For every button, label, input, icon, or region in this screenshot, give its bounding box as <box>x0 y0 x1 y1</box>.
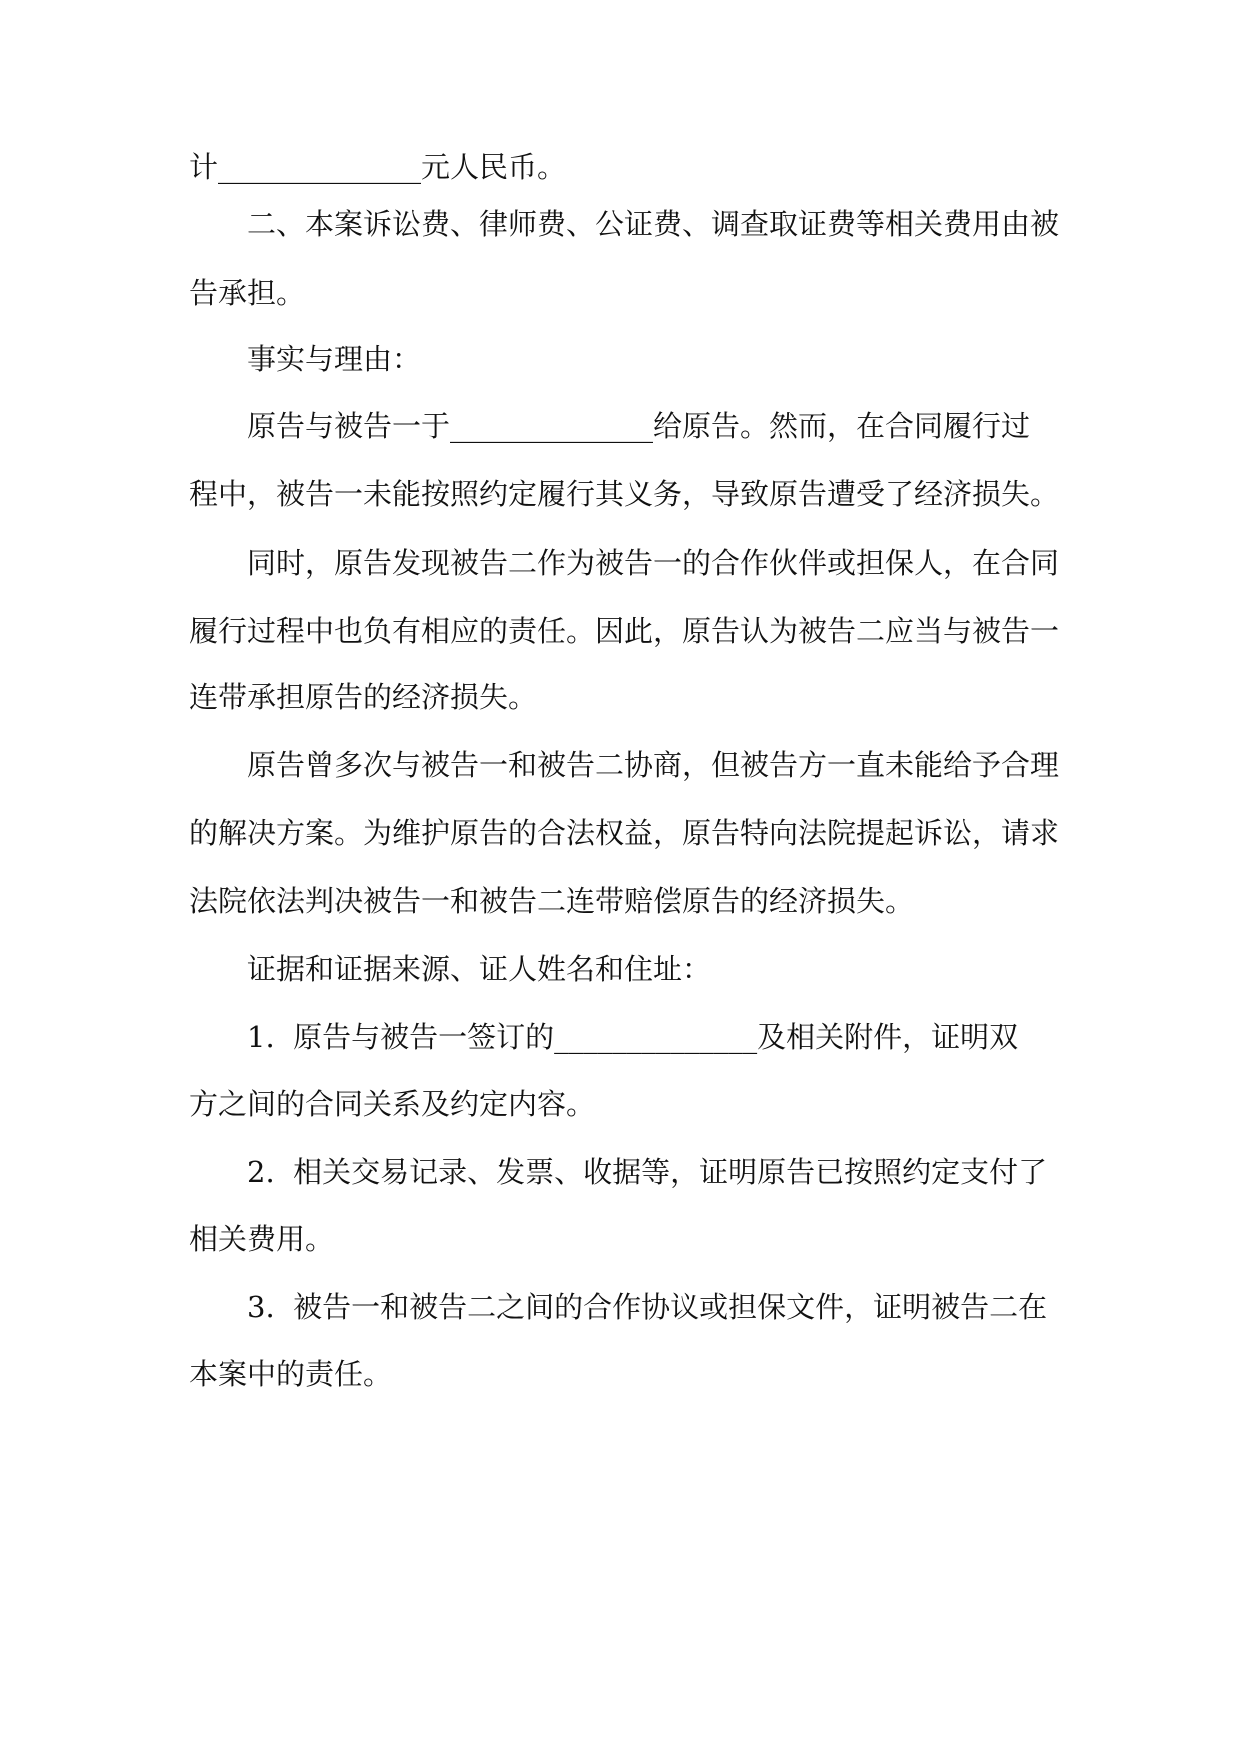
text-line: 原告曾多次与被告一和被告二协商，但被告方一直未能给予合理 <box>247 748 1060 782</box>
text-line: 证据和证据来源、证人姓名和住址： <box>247 952 712 986</box>
text-line: 2. 相关交易记录、发票、收据等，证明原告已按照约定支付了 <box>247 1155 1048 1189</box>
text-line: 程中，被告一未能按照约定履行其义务，导致原告遭受了经济损失。 <box>189 477 1060 511</box>
text-line: 事实与理由： <box>247 342 422 376</box>
text-line: 3. 被告一和被告二之间的合作协议或担保文件，证明被告二在 <box>247 1290 1048 1324</box>
text-line: 1. 原告与被告一签订的______________及相关附件，证明双 <box>247 1020 1019 1054</box>
text-line: 二、本案诉讼费、律师费、公证费、调查取证费等相关费用由被 <box>247 207 1060 241</box>
text-line: 本案中的责任。 <box>189 1357 393 1391</box>
text-line: 相关费用。 <box>189 1222 335 1256</box>
text-line: 法院依法判决被告一和被告二连带赔偿原告的经济损失。 <box>189 884 915 918</box>
text-line: 的解决方案。为维护原告的合法权益，原告特向法院提起诉讼，请求 <box>189 816 1060 850</box>
text-line: 方之间的合同关系及约定内容。 <box>189 1087 596 1121</box>
text-line: 告承担。 <box>189 276 306 310</box>
text-line: 履行过程中也负有相应的责任。因此，原告认为被告二应当与被告一 <box>189 614 1060 648</box>
text-line: 连带承担原告的经济损失。 <box>189 680 538 714</box>
text-line: 同时，原告发现被告二作为被告一的合作伙伴或担保人，在合同 <box>247 546 1060 580</box>
text-line: 原告与被告一于______________给原告。然而，在合同履行过 <box>247 409 1031 443</box>
text-line: 计______________元人民币。 <box>189 150 567 184</box>
